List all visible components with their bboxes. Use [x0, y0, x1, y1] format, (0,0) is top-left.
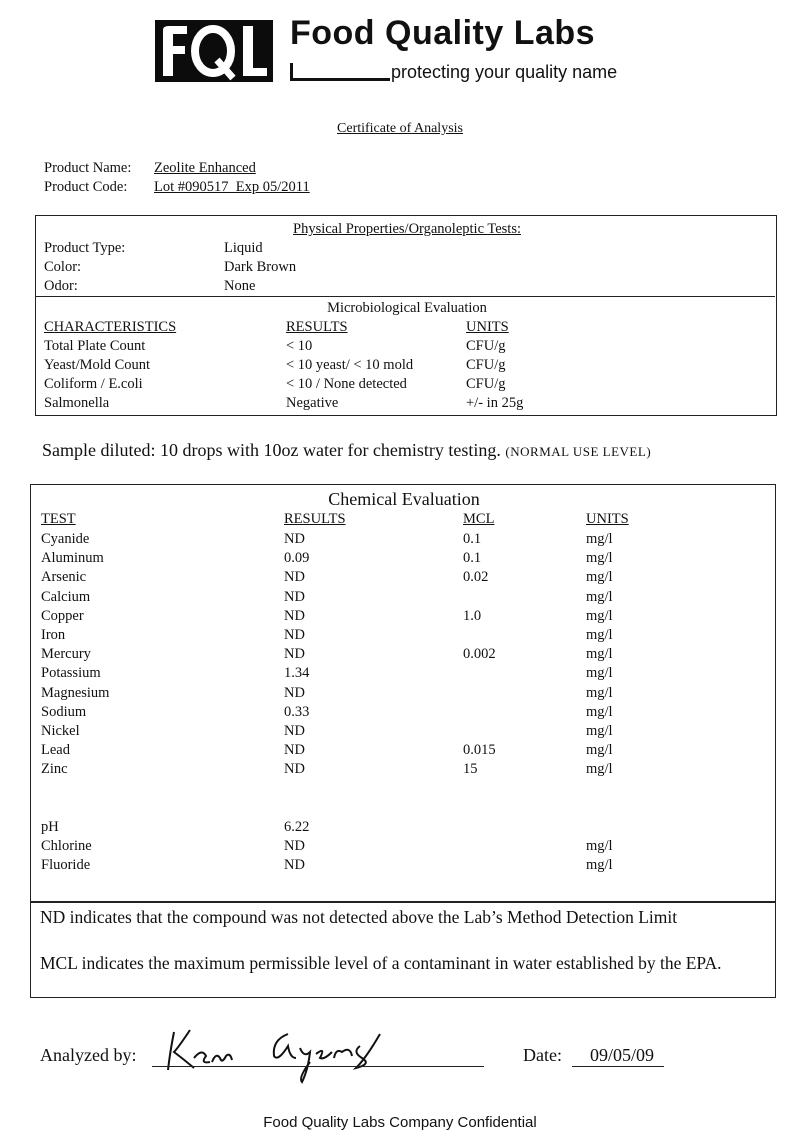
analyzed-by-label: Analyzed by:: [40, 1045, 137, 1065]
chem-test: Fluoride: [41, 857, 91, 874]
chem-units: mg/l: [586, 646, 613, 663]
chem-units: mg/l: [586, 531, 613, 547]
chem-units: mg/l: [586, 569, 613, 586]
chem-result: ND: [284, 588, 305, 605]
chem-test: Lead: [41, 742, 70, 759]
chem-result: ND: [284, 684, 305, 701]
chem-mcl: 15: [463, 761, 478, 778]
company-logo: [155, 20, 273, 82]
chem-mcl: 1.0: [463, 607, 482, 624]
chem-test: Magnesium: [41, 684, 110, 701]
chem-result: ND: [284, 857, 305, 874]
chem-test: Iron: [41, 627, 66, 643]
chem-result: 0.09: [284, 550, 310, 567]
chem-mcl: 0.1: [463, 531, 482, 547]
chem-test: Zinc: [41, 761, 68, 778]
document-title: Certificate of Analysis: [337, 121, 463, 136]
micro-cell: < 10: [286, 338, 313, 354]
footnotes-section: [30, 902, 776, 998]
micro-cell: CFU/g: [466, 357, 506, 373]
micro-cell: Yeast/Mold Count: [44, 357, 151, 373]
chem-mcl: 0.002: [463, 646, 496, 663]
chem-test: Calcium: [41, 588, 91, 605]
chem-result: 1.34: [284, 665, 310, 682]
chem-units: mg/l: [586, 838, 613, 855]
micro-cell: Salmonella: [44, 395, 110, 411]
chem-units: mg/l: [586, 665, 613, 682]
date-value: 09/05/09: [590, 1045, 655, 1065]
chem-test: Mercury: [41, 646, 91, 663]
chem-units: mg/l: [586, 703, 613, 720]
chem-result: ND: [284, 742, 305, 759]
signature-image: [160, 1018, 390, 1090]
signature-line: [152, 1066, 484, 1067]
dilution-note: (NORMAL USE LEVEL): [505, 444, 652, 459]
micro-cell: CFU/g: [466, 376, 506, 392]
chem-units: mg/l: [586, 588, 613, 605]
mcl-definition: MCL indicates the maximum permissible level of a contaminant in water established by the EPA.: [40, 953, 722, 973]
logo-graphic: [155, 20, 273, 82]
chem-test: Chlorine: [41, 838, 92, 855]
section-divider: [36, 296, 775, 297]
chem-header-mcl: MCL: [463, 511, 495, 527]
micro-header-characteristics: CHARACTERISTICS: [44, 319, 177, 335]
chem-test: Nickel: [41, 723, 80, 739]
chem-result: ND: [284, 607, 305, 624]
chem-mcl: 0.015: [463, 742, 496, 759]
chem-units: mg/l: [586, 607, 613, 624]
chem-test: Potassium: [41, 665, 101, 682]
chem-result: ND: [284, 723, 305, 739]
product-name-value: Zeolite Enhanced: [154, 160, 256, 176]
micro-header-results: RESULTS: [286, 319, 348, 335]
chemical-heading: Chemical Evaluation: [328, 489, 480, 509]
chemical-section: [30, 484, 776, 902]
chem-mcl: 0.02: [463, 569, 489, 586]
micro-cell: +/- in 25g: [466, 395, 524, 411]
micro-cell: Negative: [286, 395, 339, 411]
chem-result: ND: [284, 531, 305, 547]
chem-test: Sodium: [41, 703, 87, 720]
chem-result: 6.22: [284, 819, 310, 835]
chem-test: Arsenic: [41, 569, 87, 586]
physical-label: Color:: [44, 259, 82, 275]
physical-value: Liquid: [224, 240, 263, 256]
chem-mcl: 0.1: [463, 550, 482, 567]
chem-units: mg/l: [586, 684, 613, 701]
physical-value: None: [224, 278, 256, 294]
product-name-label: Product Name:: [44, 160, 132, 176]
chem-result: ND: [284, 569, 305, 586]
micro-cell: CFU/g: [466, 338, 506, 354]
product-code-label: Product Code:: [44, 179, 128, 195]
chem-header-test: TEST: [41, 511, 76, 527]
physical-value: Dark Brown: [224, 259, 297, 275]
physical-micro-section: [35, 215, 777, 416]
chem-units: mg/l: [586, 723, 613, 739]
date-line: [572, 1066, 664, 1067]
micro-cell: Total Plate Count: [44, 338, 146, 354]
micro-cell: Coliform / E.coli: [44, 376, 143, 392]
chem-result: 0.33: [284, 703, 310, 720]
micro-heading: Microbiological Evaluation: [327, 300, 487, 316]
micro-header-units: UNITS: [466, 319, 509, 335]
micro-cell: < 10 yeast/ < 10 mold: [286, 357, 414, 373]
chem-test: Copper: [41, 607, 84, 624]
company-tagline: protecting your quality name: [391, 62, 618, 82]
confidential-footer: Food Quality Labs Company Confidential: [263, 1114, 537, 1131]
company-name: Food Quality Labs: [290, 14, 596, 52]
chem-result: ND: [284, 761, 305, 778]
chem-test: Cyanide: [41, 531, 90, 547]
dilution-statement: [42, 440, 651, 461]
chem-result: ND: [284, 627, 305, 643]
tagline-rule: [290, 63, 390, 81]
dilution-text: Sample diluted: 10 drops with 10oz water for chemistry testing.: [42, 440, 501, 460]
date-label: Date:: [523, 1045, 562, 1065]
chem-header-results: RESULTS: [284, 511, 346, 527]
nd-definition: ND indicates that the compound was not detected above the Lab’s Method Detection Limit: [40, 907, 678, 927]
chem-units: mg/l: [586, 857, 613, 874]
physical-label: Odor:: [44, 278, 78, 294]
chem-units: mg/l: [586, 761, 613, 778]
physical-heading: Physical Properties/Organoleptic Tests:: [293, 221, 521, 237]
chem-units: mg/l: [586, 550, 613, 567]
micro-cell: < 10 / None detected: [286, 376, 407, 392]
chem-units: mg/l: [586, 627, 613, 643]
chem-test: pH: [41, 819, 59, 835]
chem-units: mg/l: [586, 742, 613, 759]
chem-header-units: UNITS: [586, 511, 629, 527]
physical-label: Product Type:: [44, 240, 126, 256]
chem-test: Aluminum: [41, 550, 104, 567]
chem-result: ND: [284, 646, 305, 663]
product-code-value: Lot #090517 Exp 05/2011: [154, 179, 310, 195]
chem-result: ND: [284, 838, 305, 855]
